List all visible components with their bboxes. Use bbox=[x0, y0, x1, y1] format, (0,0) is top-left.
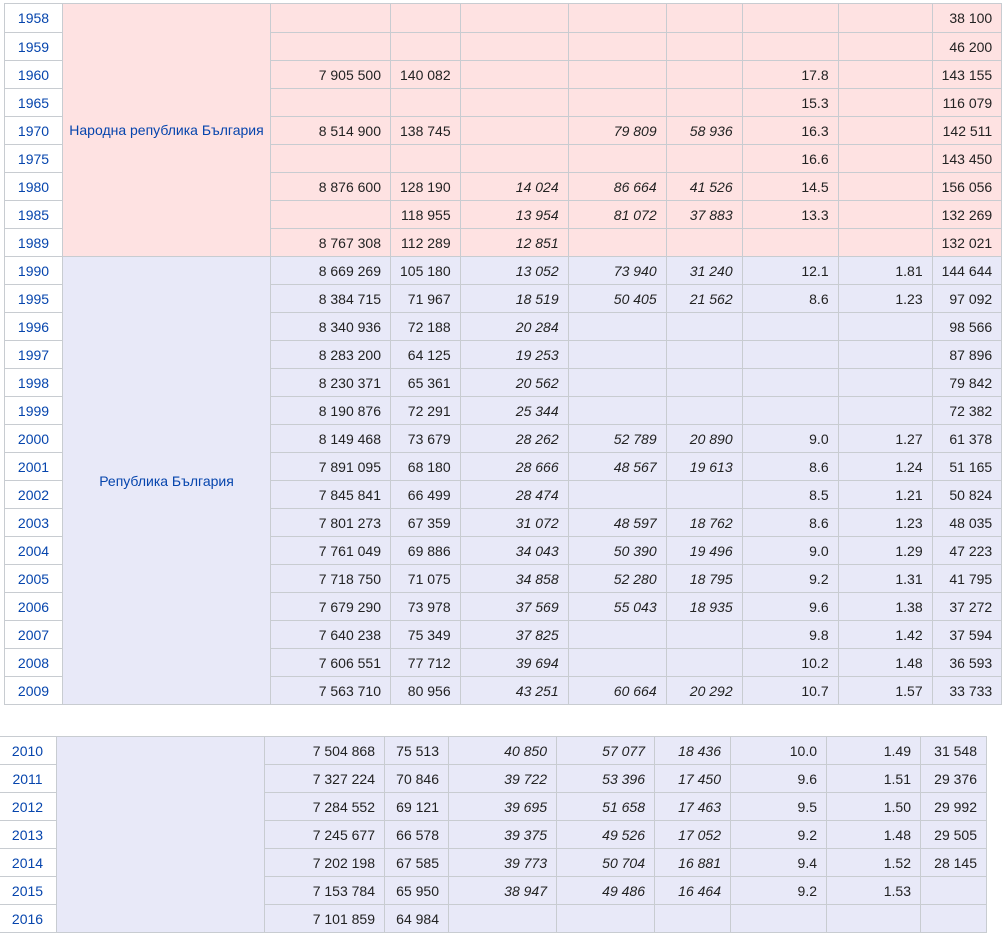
year-link[interactable]: 2004 bbox=[5, 537, 63, 565]
value-cell bbox=[666, 61, 742, 89]
births-cell: 118 955 bbox=[391, 201, 461, 229]
population-cell: 7 606 551 bbox=[271, 649, 391, 677]
state-name-link[interactable]: Народна република България bbox=[63, 4, 271, 257]
value-cell bbox=[568, 4, 666, 33]
value-cell: 18 935 bbox=[666, 593, 742, 621]
value-cell bbox=[557, 905, 655, 933]
rate-cell bbox=[742, 229, 838, 257]
last-value-cell: 37 272 bbox=[932, 593, 1002, 621]
value-cell bbox=[568, 649, 666, 677]
last-value-cell: 29 505 bbox=[921, 821, 987, 849]
year-link[interactable]: 2003 bbox=[5, 509, 63, 537]
value-cell bbox=[568, 145, 666, 173]
fertility-cell bbox=[838, 201, 932, 229]
value-cell: 39 695 bbox=[449, 793, 557, 821]
value-cell: 34 043 bbox=[460, 537, 568, 565]
year-link[interactable]: 2007 bbox=[5, 621, 63, 649]
population-cell: 7 327 224 bbox=[265, 765, 385, 793]
births-cell: 70 846 bbox=[385, 765, 449, 793]
fertility-cell: 1.23 bbox=[838, 509, 932, 537]
value-cell bbox=[666, 341, 742, 369]
rate-cell: 9.6 bbox=[731, 765, 827, 793]
fertility-cell bbox=[827, 905, 921, 933]
births-cell: 66 578 bbox=[385, 821, 449, 849]
rate-cell bbox=[731, 905, 827, 933]
value-cell: 28 666 bbox=[460, 453, 568, 481]
year-link[interactable]: 1985 bbox=[5, 201, 63, 229]
value-cell: 39 375 bbox=[449, 821, 557, 849]
fertility-cell: 1.52 bbox=[827, 849, 921, 877]
value-cell: 73 940 bbox=[568, 257, 666, 285]
value-cell: 17 052 bbox=[655, 821, 731, 849]
fertility-cell bbox=[838, 117, 932, 145]
value-cell: 20 292 bbox=[666, 677, 742, 705]
value-cell: 38 947 bbox=[449, 877, 557, 905]
last-value-cell: 97 092 bbox=[932, 285, 1002, 313]
value-cell: 19 496 bbox=[666, 537, 742, 565]
births-cell: 68 180 bbox=[391, 453, 461, 481]
value-cell: 57 077 bbox=[557, 737, 655, 765]
rate-cell: 10.2 bbox=[742, 649, 838, 677]
value-cell bbox=[568, 61, 666, 89]
last-value-cell: 132 269 bbox=[932, 201, 1002, 229]
fertility-cell: 1.57 bbox=[838, 677, 932, 705]
value-cell: 28 474 bbox=[460, 481, 568, 509]
population-cell: 7 563 710 bbox=[271, 677, 391, 705]
population-cell: 7 761 049 bbox=[271, 537, 391, 565]
fertility-cell bbox=[838, 33, 932, 61]
population-cell: 8 669 269 bbox=[271, 257, 391, 285]
births-cell: 69 121 bbox=[385, 793, 449, 821]
fertility-cell: 1.51 bbox=[827, 765, 921, 793]
rate-cell: 9.5 bbox=[731, 793, 827, 821]
births-cell: 75 513 bbox=[385, 737, 449, 765]
value-cell: 28 262 bbox=[460, 425, 568, 453]
last-value-cell: 98 566 bbox=[932, 313, 1002, 341]
rate-cell: 13.3 bbox=[742, 201, 838, 229]
rate-cell: 9.6 bbox=[742, 593, 838, 621]
births-cell: 140 082 bbox=[391, 61, 461, 89]
value-cell: 37 825 bbox=[460, 621, 568, 649]
rate-cell: 8.5 bbox=[742, 481, 838, 509]
last-value-cell: 143 450 bbox=[932, 145, 1002, 173]
births-cell bbox=[391, 89, 461, 117]
fertility-cell: 1.48 bbox=[827, 821, 921, 849]
value-cell bbox=[666, 229, 742, 257]
population-cell: 8 767 308 bbox=[271, 229, 391, 257]
year-link[interactable]: 1996 bbox=[5, 313, 63, 341]
last-value-cell: 72 382 bbox=[932, 397, 1002, 425]
last-value-cell: 47 223 bbox=[932, 537, 1002, 565]
value-cell bbox=[568, 33, 666, 61]
last-value-cell: 29 376 bbox=[921, 765, 987, 793]
table-row bbox=[5, 4, 1002, 33]
rate-cell bbox=[742, 397, 838, 425]
rate-cell: 9.2 bbox=[731, 821, 827, 849]
rate-cell: 12.1 bbox=[742, 257, 838, 285]
year-link[interactable]: 2006 bbox=[5, 593, 63, 621]
fertility-cell: 1.23 bbox=[838, 285, 932, 313]
last-value-cell: 29 992 bbox=[921, 793, 987, 821]
population-cell bbox=[271, 145, 391, 173]
year-link[interactable]: 1965 bbox=[5, 89, 63, 117]
value-cell bbox=[568, 369, 666, 397]
value-cell: 48 597 bbox=[568, 509, 666, 537]
value-cell: 86 664 bbox=[568, 173, 666, 201]
rate-cell: 9.4 bbox=[731, 849, 827, 877]
rate-cell: 10.0 bbox=[731, 737, 827, 765]
value-cell: 18 436 bbox=[655, 737, 731, 765]
value-cell: 31 240 bbox=[666, 257, 742, 285]
fertility-cell bbox=[838, 341, 932, 369]
value-cell bbox=[568, 621, 666, 649]
value-cell bbox=[460, 4, 568, 33]
value-cell: 17 463 bbox=[655, 793, 731, 821]
last-value-cell: 144 644 bbox=[932, 257, 1002, 285]
year-link[interactable]: 1999 bbox=[5, 397, 63, 425]
births-cell: 72 188 bbox=[391, 313, 461, 341]
table-row bbox=[5, 257, 1002, 285]
value-cell: 58 936 bbox=[666, 117, 742, 145]
population-cell: 7 801 273 bbox=[271, 509, 391, 537]
year-link[interactable]: 1980 bbox=[5, 173, 63, 201]
births-cell: 65 950 bbox=[385, 877, 449, 905]
year-link[interactable]: 2012 bbox=[0, 793, 57, 821]
rate-cell: 8.6 bbox=[742, 453, 838, 481]
last-value-cell: 48 035 bbox=[932, 509, 1002, 537]
population-cell: 8 340 936 bbox=[271, 313, 391, 341]
population-cell: 8 384 715 bbox=[271, 285, 391, 313]
births-cell: 112 289 bbox=[391, 229, 461, 257]
year-link[interactable]: 1990 bbox=[5, 257, 63, 285]
year-link[interactable]: 2001 bbox=[5, 453, 63, 481]
population-cell: 7 202 198 bbox=[265, 849, 385, 877]
population-cell: 8 149 468 bbox=[271, 425, 391, 453]
births-cell: 67 359 bbox=[391, 509, 461, 537]
value-cell bbox=[666, 89, 742, 117]
last-value-cell: 61 378 bbox=[932, 425, 1002, 453]
fertility-cell: 1.29 bbox=[838, 537, 932, 565]
value-cell bbox=[568, 89, 666, 117]
demographics-table-bottom bbox=[0, 736, 987, 933]
births-cell: 105 180 bbox=[391, 257, 461, 285]
births-cell bbox=[391, 33, 461, 61]
value-cell: 51 658 bbox=[557, 793, 655, 821]
rate-cell: 8.6 bbox=[742, 285, 838, 313]
value-cell: 39 722 bbox=[449, 765, 557, 793]
population-cell: 7 101 859 bbox=[265, 905, 385, 933]
value-cell bbox=[666, 621, 742, 649]
births-cell: 71 967 bbox=[391, 285, 461, 313]
value-cell bbox=[666, 481, 742, 509]
rate-cell: 9.2 bbox=[742, 565, 838, 593]
births-cell: 64 125 bbox=[391, 341, 461, 369]
rate-cell: 9.0 bbox=[742, 537, 838, 565]
year-link[interactable]: 2015 bbox=[0, 877, 57, 905]
year-link[interactable]: 2011 bbox=[0, 765, 57, 793]
value-cell: 81 072 bbox=[568, 201, 666, 229]
value-cell: 18 519 bbox=[460, 285, 568, 313]
year-link[interactable]: 1975 bbox=[5, 145, 63, 173]
fertility-cell: 1.81 bbox=[838, 257, 932, 285]
births-cell: 138 745 bbox=[391, 117, 461, 145]
value-cell: 52 280 bbox=[568, 565, 666, 593]
value-cell: 43 251 bbox=[460, 677, 568, 705]
rate-cell: 8.6 bbox=[742, 509, 838, 537]
value-cell: 16 881 bbox=[655, 849, 731, 877]
year-link[interactable]: 2013 bbox=[0, 821, 57, 849]
births-cell: 72 291 bbox=[391, 397, 461, 425]
year-link[interactable]: 1958 bbox=[5, 4, 63, 33]
fertility-cell: 1.48 bbox=[838, 649, 932, 677]
value-cell bbox=[666, 4, 742, 33]
value-cell bbox=[460, 89, 568, 117]
rate-cell bbox=[742, 313, 838, 341]
value-cell: 55 043 bbox=[568, 593, 666, 621]
fertility-cell: 1.53 bbox=[827, 877, 921, 905]
year-link[interactable]: 2008 bbox=[5, 649, 63, 677]
value-cell bbox=[666, 145, 742, 173]
fertility-cell: 1.24 bbox=[838, 453, 932, 481]
value-cell bbox=[568, 481, 666, 509]
value-cell: 17 450 bbox=[655, 765, 731, 793]
fertility-cell bbox=[838, 173, 932, 201]
population-cell: 7 891 095 bbox=[271, 453, 391, 481]
population-cell bbox=[271, 33, 391, 61]
year-link[interactable]: 2009 bbox=[5, 677, 63, 705]
year-link[interactable]: 1970 bbox=[5, 117, 63, 145]
rate-cell: 9.2 bbox=[731, 877, 827, 905]
population-cell: 7 153 784 bbox=[265, 877, 385, 905]
population-cell: 8 283 200 bbox=[271, 341, 391, 369]
last-value-cell: 142 511 bbox=[932, 117, 1002, 145]
value-cell bbox=[568, 313, 666, 341]
fertility-cell bbox=[838, 313, 932, 341]
value-cell: 13 954 bbox=[460, 201, 568, 229]
population-cell bbox=[271, 4, 391, 33]
population-cell: 8 876 600 bbox=[271, 173, 391, 201]
rate-cell bbox=[742, 4, 838, 33]
value-cell: 18 795 bbox=[666, 565, 742, 593]
last-value-cell: 31 548 bbox=[921, 737, 987, 765]
population-cell: 7 679 290 bbox=[271, 593, 391, 621]
population-cell: 8 230 371 bbox=[271, 369, 391, 397]
table-row bbox=[0, 737, 987, 765]
value-cell bbox=[568, 397, 666, 425]
fertility-cell: 1.27 bbox=[838, 425, 932, 453]
value-cell: 13 052 bbox=[460, 257, 568, 285]
year-link[interactable]: 2000 bbox=[5, 425, 63, 453]
last-value-cell: 156 056 bbox=[932, 173, 1002, 201]
year-link[interactable]: 2016 bbox=[0, 905, 57, 933]
value-cell bbox=[449, 905, 557, 933]
fertility-cell: 1.49 bbox=[827, 737, 921, 765]
last-value-cell bbox=[921, 877, 987, 905]
last-value-cell: 79 842 bbox=[932, 369, 1002, 397]
value-cell: 18 762 bbox=[666, 509, 742, 537]
value-cell: 50 704 bbox=[557, 849, 655, 877]
last-value-cell: 38 100 bbox=[932, 4, 1002, 33]
value-cell: 12 851 bbox=[460, 229, 568, 257]
fertility-cell: 1.38 bbox=[838, 593, 932, 621]
value-cell bbox=[460, 61, 568, 89]
births-cell: 128 190 bbox=[391, 173, 461, 201]
fertility-cell: 1.31 bbox=[838, 565, 932, 593]
rate-cell: 14.5 bbox=[742, 173, 838, 201]
year-link[interactable]: 2005 bbox=[5, 565, 63, 593]
value-cell: 31 072 bbox=[460, 509, 568, 537]
population-cell: 7 245 677 bbox=[265, 821, 385, 849]
year-link[interactable]: 2010 bbox=[0, 737, 57, 765]
births-cell: 69 886 bbox=[391, 537, 461, 565]
rate-cell: 10.7 bbox=[742, 677, 838, 705]
value-cell bbox=[460, 33, 568, 61]
last-value-cell: 116 079 bbox=[932, 89, 1002, 117]
value-cell bbox=[666, 33, 742, 61]
value-cell: 20 562 bbox=[460, 369, 568, 397]
year-link[interactable]: 1997 bbox=[5, 341, 63, 369]
fertility-cell bbox=[838, 397, 932, 425]
value-cell: 25 344 bbox=[460, 397, 568, 425]
value-cell: 49 526 bbox=[557, 821, 655, 849]
last-value-cell: 143 155 bbox=[932, 61, 1002, 89]
last-value-cell: 132 021 bbox=[932, 229, 1002, 257]
fertility-cell bbox=[838, 145, 932, 173]
state-name-link[interactable]: Република България bbox=[63, 257, 271, 705]
value-cell bbox=[666, 397, 742, 425]
births-cell: 65 361 bbox=[391, 369, 461, 397]
births-cell bbox=[391, 4, 461, 33]
fertility-cell bbox=[838, 89, 932, 117]
rate-cell: 9.0 bbox=[742, 425, 838, 453]
population-cell: 8 190 876 bbox=[271, 397, 391, 425]
year-link[interactable]: 1989 bbox=[5, 229, 63, 257]
rate-cell: 16.3 bbox=[742, 117, 838, 145]
value-cell: 79 809 bbox=[568, 117, 666, 145]
year-link[interactable]: 1959 bbox=[5, 33, 63, 61]
value-cell: 16 464 bbox=[655, 877, 731, 905]
value-cell: 41 526 bbox=[666, 173, 742, 201]
population-cell: 7 504 868 bbox=[265, 737, 385, 765]
last-value-cell: 28 145 bbox=[921, 849, 987, 877]
last-value-cell: 87 896 bbox=[932, 341, 1002, 369]
value-cell bbox=[460, 117, 568, 145]
state-cell-continuation bbox=[57, 737, 265, 933]
births-cell: 71 075 bbox=[391, 565, 461, 593]
rate-cell bbox=[742, 341, 838, 369]
population-cell: 7 640 238 bbox=[271, 621, 391, 649]
year-link[interactable]: 2002 bbox=[5, 481, 63, 509]
population-cell: 7 905 500 bbox=[271, 61, 391, 89]
births-cell bbox=[391, 145, 461, 173]
value-cell bbox=[666, 313, 742, 341]
population-cell: 7 718 750 bbox=[271, 565, 391, 593]
value-cell bbox=[568, 341, 666, 369]
last-value-cell: 50 824 bbox=[932, 481, 1002, 509]
year-link[interactable]: 2014 bbox=[0, 849, 57, 877]
value-cell: 60 664 bbox=[568, 677, 666, 705]
fertility-cell bbox=[838, 4, 932, 33]
value-cell bbox=[666, 649, 742, 677]
rate-cell: 16.6 bbox=[742, 145, 838, 173]
rate-cell bbox=[742, 33, 838, 61]
year-link[interactable]: 1960 bbox=[5, 61, 63, 89]
population-cell bbox=[271, 89, 391, 117]
value-cell: 39 773 bbox=[449, 849, 557, 877]
value-cell: 20 284 bbox=[460, 313, 568, 341]
fertility-cell bbox=[838, 61, 932, 89]
year-link[interactable]: 1995 bbox=[5, 285, 63, 313]
value-cell: 37 569 bbox=[460, 593, 568, 621]
fertility-cell: 1.50 bbox=[827, 793, 921, 821]
fertility-cell: 1.42 bbox=[838, 621, 932, 649]
value-cell bbox=[460, 145, 568, 173]
value-cell: 14 024 bbox=[460, 173, 568, 201]
last-value-cell: 51 165 bbox=[932, 453, 1002, 481]
value-cell: 19 253 bbox=[460, 341, 568, 369]
population-cell: 7 284 552 bbox=[265, 793, 385, 821]
value-cell: 50 405 bbox=[568, 285, 666, 313]
year-link[interactable]: 1998 bbox=[5, 369, 63, 397]
last-value-cell bbox=[921, 905, 987, 933]
value-cell: 21 562 bbox=[666, 285, 742, 313]
value-cell: 39 694 bbox=[460, 649, 568, 677]
value-cell: 34 858 bbox=[460, 565, 568, 593]
births-cell: 67 585 bbox=[385, 849, 449, 877]
value-cell: 49 486 bbox=[557, 877, 655, 905]
last-value-cell: 46 200 bbox=[932, 33, 1002, 61]
fertility-cell bbox=[838, 229, 932, 257]
value-cell: 50 390 bbox=[568, 537, 666, 565]
value-cell bbox=[666, 369, 742, 397]
last-value-cell: 36 593 bbox=[932, 649, 1002, 677]
value-cell: 53 396 bbox=[557, 765, 655, 793]
value-cell: 52 789 bbox=[568, 425, 666, 453]
births-cell: 75 349 bbox=[391, 621, 461, 649]
fertility-cell bbox=[838, 369, 932, 397]
last-value-cell: 41 795 bbox=[932, 565, 1002, 593]
rate-cell: 17.8 bbox=[742, 61, 838, 89]
value-cell bbox=[655, 905, 731, 933]
rate-cell bbox=[742, 369, 838, 397]
value-cell: 40 850 bbox=[449, 737, 557, 765]
population-cell: 8 514 900 bbox=[271, 117, 391, 145]
births-cell: 73 978 bbox=[391, 593, 461, 621]
births-cell: 66 499 bbox=[391, 481, 461, 509]
value-cell: 37 883 bbox=[666, 201, 742, 229]
population-cell bbox=[271, 201, 391, 229]
last-value-cell: 37 594 bbox=[932, 621, 1002, 649]
value-cell bbox=[568, 229, 666, 257]
births-cell: 64 984 bbox=[385, 905, 449, 933]
value-cell: 19 613 bbox=[666, 453, 742, 481]
value-cell: 48 567 bbox=[568, 453, 666, 481]
births-cell: 73 679 bbox=[391, 425, 461, 453]
rate-cell: 15.3 bbox=[742, 89, 838, 117]
last-value-cell: 33 733 bbox=[932, 677, 1002, 705]
births-cell: 80 956 bbox=[391, 677, 461, 705]
births-cell: 77 712 bbox=[391, 649, 461, 677]
rate-cell: 9.8 bbox=[742, 621, 838, 649]
population-cell: 7 845 841 bbox=[271, 481, 391, 509]
value-cell: 20 890 bbox=[666, 425, 742, 453]
demographics-table-top bbox=[4, 3, 1002, 705]
fertility-cell: 1.21 bbox=[838, 481, 932, 509]
